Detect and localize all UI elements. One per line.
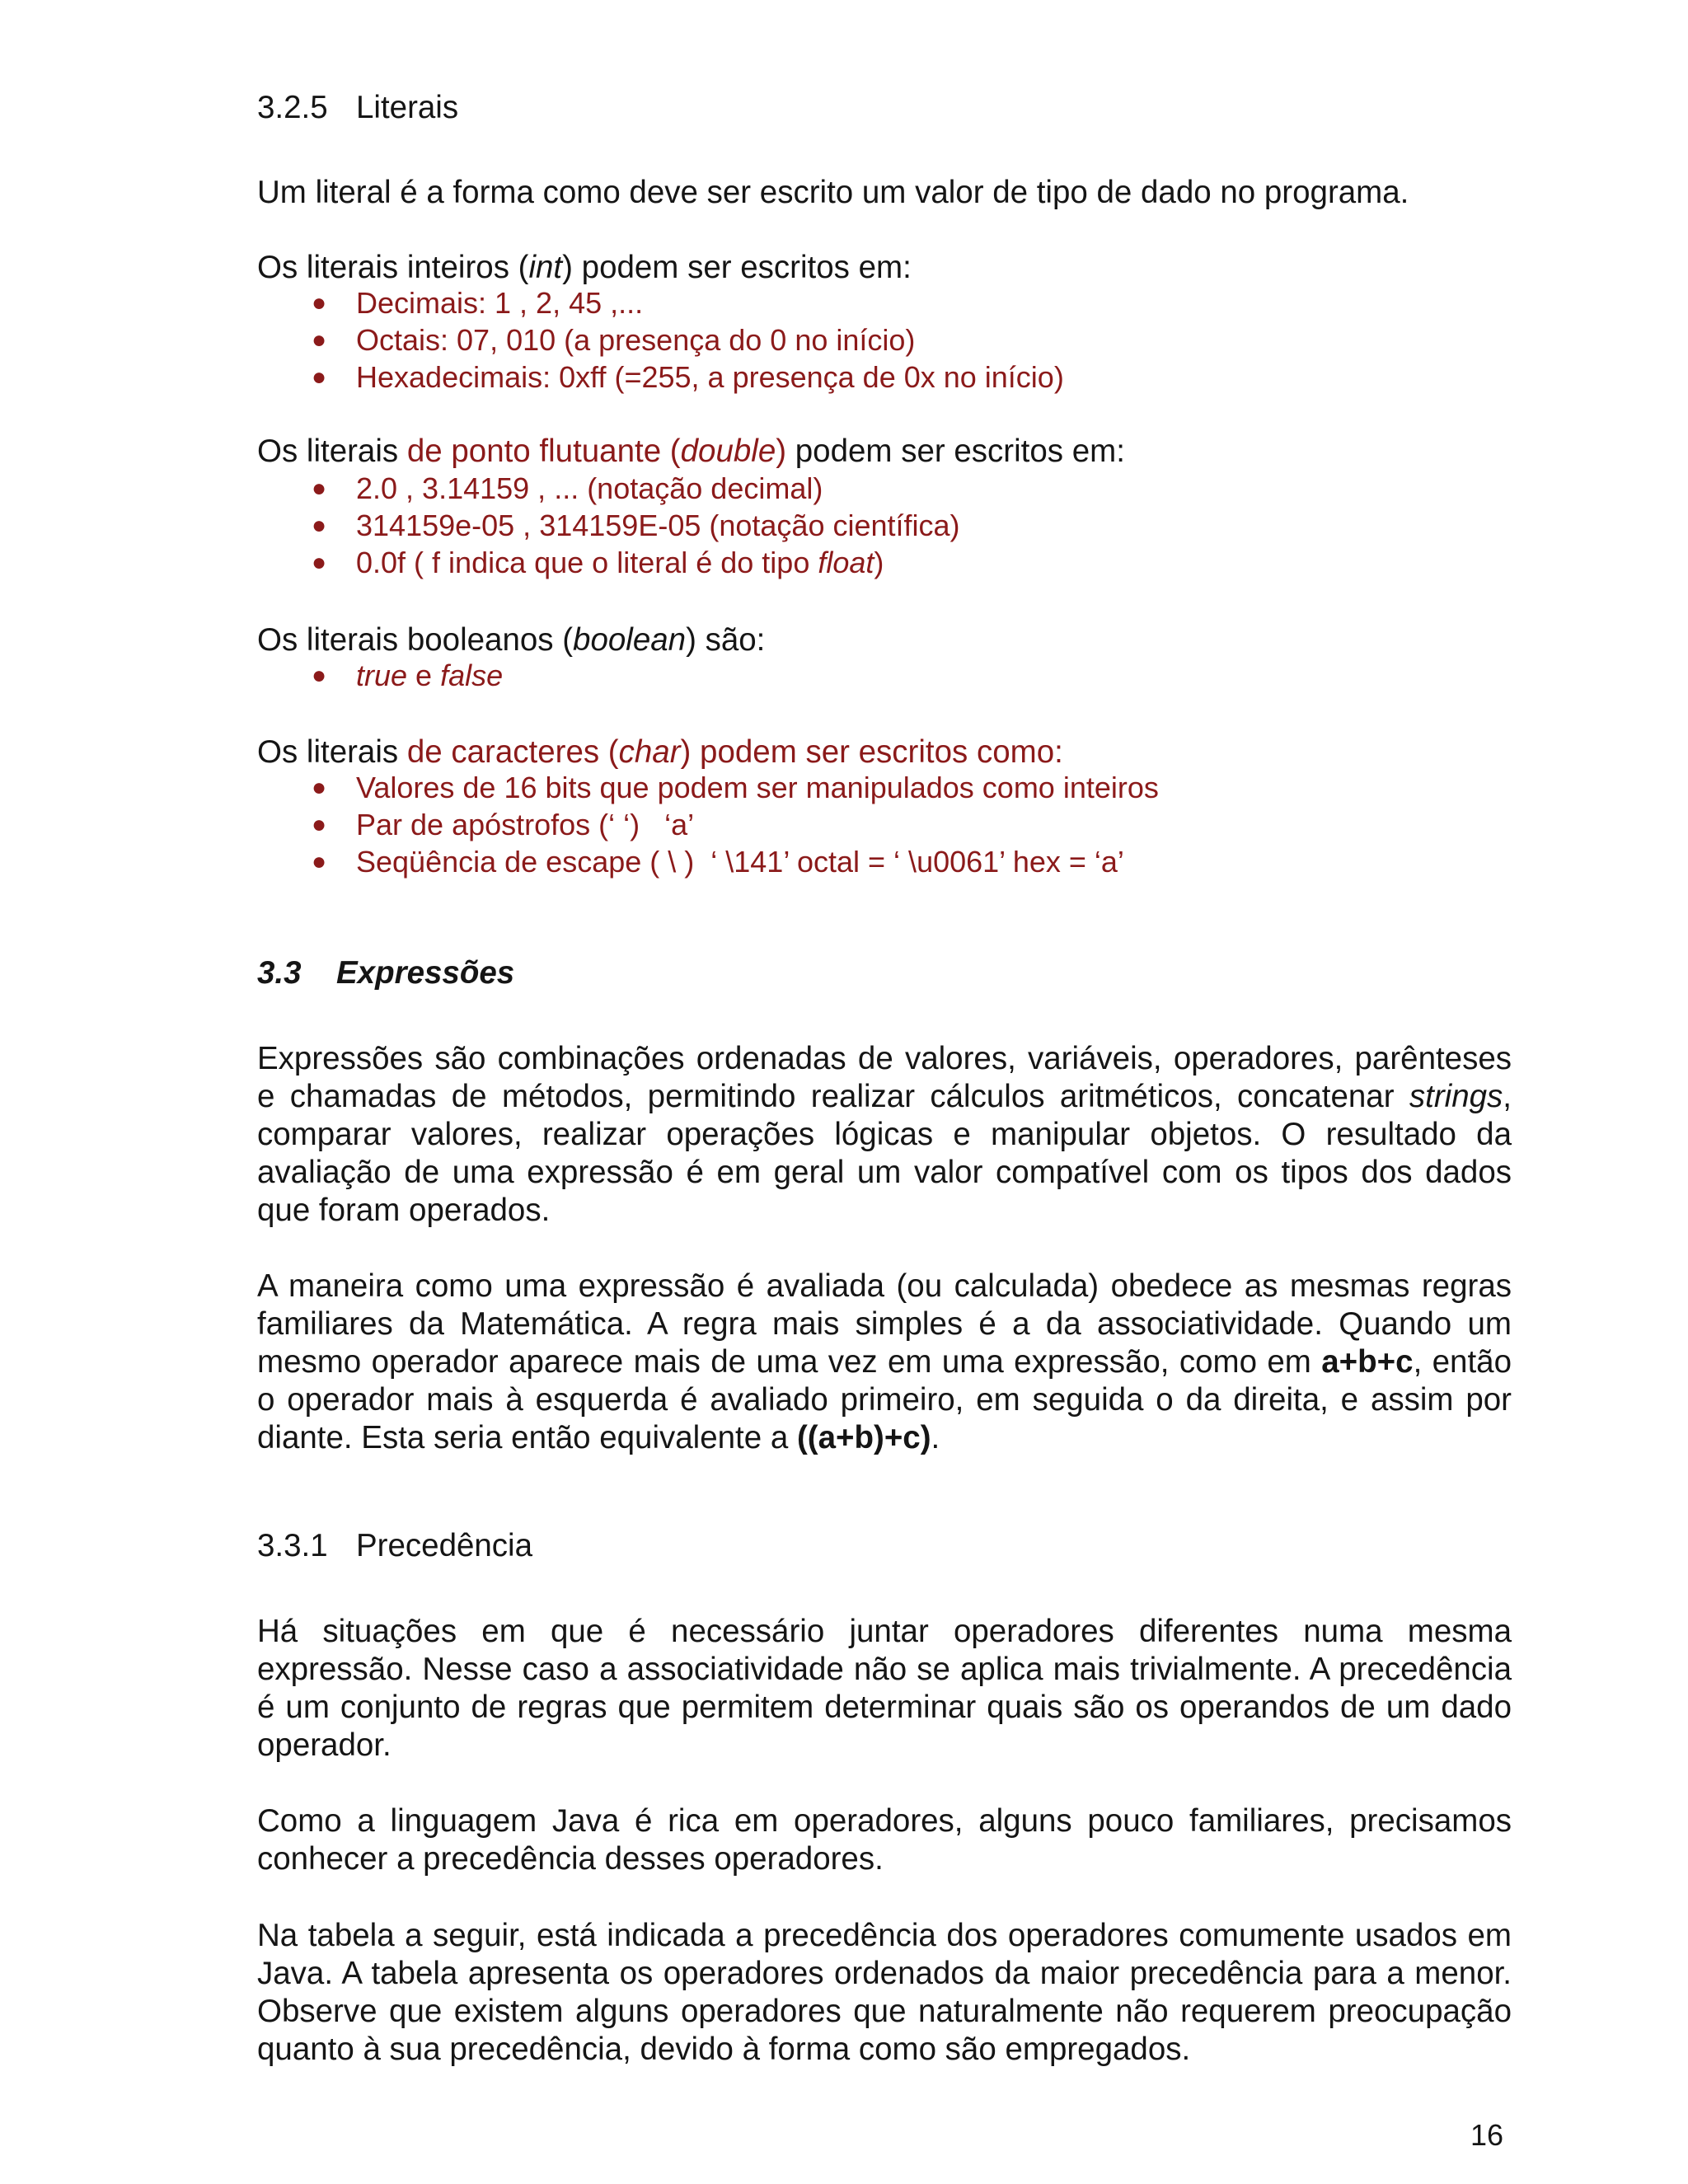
bullet-icon: ● bbox=[312, 848, 327, 875]
section-heading-3-3 bbox=[257, 954, 514, 992]
bullet-icon: ● bbox=[312, 289, 327, 316]
precedence-paragraph-2: Como a linguagem Java é rica em operadores, alguns pouco familiares, precisamos conhecer a precedência desses operadores. bbox=[257, 1803, 1512, 1877]
list-item: ● 314159e-05 , 314159E-05 (notação científica) bbox=[312, 509, 960, 542]
type-double: double bbox=[680, 434, 776, 469]
section-title: Precedência bbox=[356, 1528, 533, 1563]
bullet-icon: ● bbox=[312, 549, 327, 576]
boolean-literals-lead: Os literais booleanos (boolean) são: bbox=[257, 622, 766, 658]
expressions-paragraph-2: A maneira como uma expressão é avaliada (ou calculada) obedece as mesmas regras familiares da Matemática. A regra mais simples é a da associatividade. Quando um mesmo operador aparece mais de uma vez em uma expressão, como em a+b+c, então o operador mais à esquerda é avaliado primeiro, em seguida o da direita, e assim por diante. Esta seria então equivalente a ((a+b)+c). bbox=[257, 1268, 1512, 1455]
page-number: 16 bbox=[1470, 2118, 1504, 2152]
char-literals-lead: Os literais de caracteres (char) podem ser escritos como: bbox=[257, 734, 1063, 770]
literal-definition: Um literal é a forma como deve ser escrito um valor de tipo de dado no programa. bbox=[257, 175, 1409, 210]
section-number: 3.3.1 bbox=[257, 1528, 328, 1563]
list-item: ● true e false bbox=[312, 658, 504, 692]
int-literals-lead: Os literais inteiros (int) podem ser escritos em: bbox=[257, 250, 912, 285]
section-heading-3-3-1 bbox=[257, 1527, 532, 1565]
int-literals-list bbox=[257, 284, 1064, 396]
list-item: ● Par de apóstrofos (‘ ‘) ‘a’ bbox=[312, 808, 695, 841]
list-item: ● Valores de 16 bits que podem ser manipulados como inteiros bbox=[312, 771, 1159, 804]
type-int: int bbox=[528, 250, 563, 285]
precedence-paragraph-1: Há situações em que é necessário juntar operadores diferentes numa mesma expressão. Nesse caso a associatividade não se aplica mais trivialmente. A precedência é um conjunto de regras que permitem determinar quais são os operandos de um dado operador. bbox=[257, 1614, 1512, 1763]
double-literals-list bbox=[257, 470, 960, 581]
section-number: 3.2.5 bbox=[257, 90, 328, 125]
precedence-paragraph-3: Na tabela a seguir, está indicada a precedência dos operadores comumente usados em Java. A tabela apresenta os operadores ordenados da maior precedência para a menor. Observe que existem alguns operadores que naturalmente não requerem preocupação quanto à sua precedência, devido à forma como são empregados. bbox=[257, 1918, 1512, 2067]
list-item: ● 2.0 , 3.14159 , ... (notação decimal) bbox=[312, 471, 823, 505]
section-title: Literais bbox=[356, 90, 459, 125]
bullet-icon: ● bbox=[312, 326, 327, 354]
bullet-icon: ● bbox=[312, 811, 327, 838]
type-boolean: boolean bbox=[573, 622, 687, 658]
double-literals-lead: Os literais de ponto flutuante (double) podem ser escritos em: bbox=[257, 434, 1125, 469]
bullet-icon: ● bbox=[312, 475, 327, 502]
list-item: ● Octais: 07, 010 (a presença do 0 no início) bbox=[312, 323, 916, 357]
section-number: 3.3 bbox=[257, 955, 302, 991]
boolean-literals-list bbox=[257, 657, 503, 694]
list-item: ● Hexadecimais: 0xff (=255, a presença de 0x no início) bbox=[312, 360, 1064, 394]
expressions-paragraph-1: Expressões são combinações ordenadas de valores, variáveis, operadores, parênteses e chamadas de métodos, permitindo realizar cálculos aritméticos, concatenar strings, comparar valores, realizar operações lógicas e manipular objetos. O resultado da avaliação de uma expressão é em geral um valor compatível com os tipos dos dados que foram operados. bbox=[257, 1041, 1512, 1228]
bullet-icon: ● bbox=[312, 662, 327, 689]
type-char: char bbox=[618, 734, 681, 770]
bullet-icon: ● bbox=[312, 363, 327, 391]
section-title: Expressões bbox=[336, 955, 515, 991]
list-item: ● 0.0f ( f indica que o literal é do tipo float) bbox=[312, 546, 884, 579]
char-literals-list bbox=[257, 769, 1159, 880]
section-heading-3-2-5 bbox=[257, 89, 458, 127]
bullet-icon: ● bbox=[312, 512, 327, 539]
type-float: float bbox=[818, 546, 874, 579]
list-item: ● Seqüência de escape ( \ ) ‘ \141’ octal = ‘ \u0061’ hex = ‘a’ bbox=[312, 845, 1124, 879]
list-item: ● Decimais: 1 , 2, 45 ,... bbox=[312, 286, 644, 320]
bullet-icon: ● bbox=[312, 774, 327, 801]
